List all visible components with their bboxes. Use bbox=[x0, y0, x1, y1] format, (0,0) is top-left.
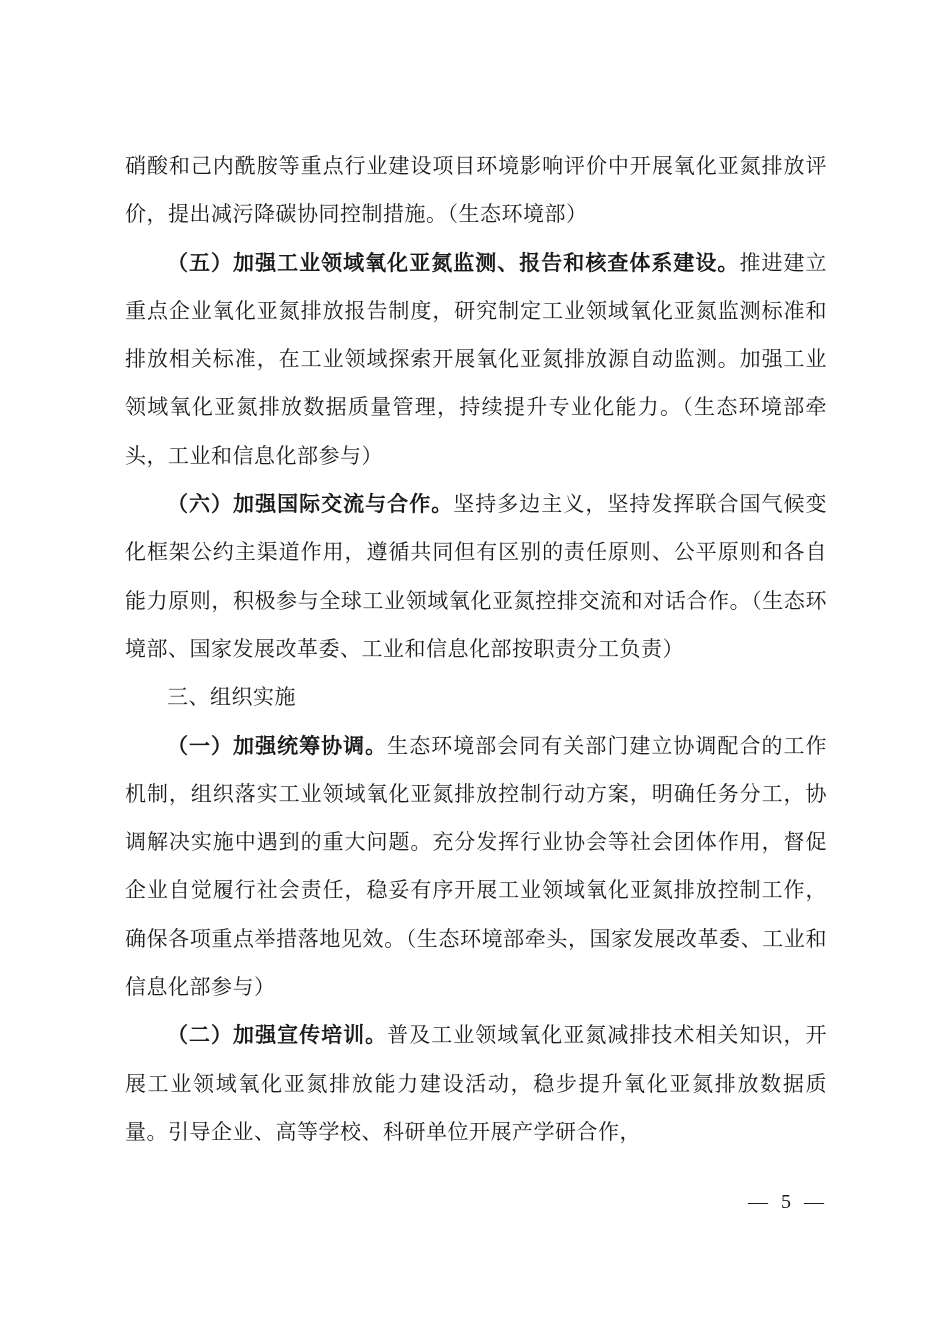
paragraph-heading: （六）加强国际交流与合作。 bbox=[167, 491, 454, 517]
paragraph-text: 普及工业领域氧化亚氮减排技术相关知识，开展工业领域氧化亚氮排放能力建设活动，稳步提升氧化亚氮排放数据质量。引导企业、高等学校、科研单位开展产学研合作， bbox=[125, 1023, 827, 1144]
paragraph-text: 推进建立重点企业氧化亚氮排放报告制度，研究制定工业领域氧化亚氮监测标准和排放相关标准，在工业领域探索开展氧化亚氮排放源自动监测。加强工业领域氧化亚氮排放数据质量管理，持续提升专业化能力。（生态环境部牵头，工业和信息化部参与） bbox=[125, 250, 828, 468]
section-heading bbox=[125, 673, 827, 721]
paragraph-6 bbox=[125, 480, 827, 673]
paragraph-3-1 bbox=[125, 722, 827, 1012]
paragraph-heading: （一）加强统筹协调。 bbox=[167, 732, 388, 758]
paragraph-5 bbox=[125, 239, 827, 480]
paragraph-text: 生态环境部会同有关部门建立协调配合的工作机制，组织落实工业领域氧化亚氮排放控制行动方案，明确任务分工，协调解决实施中遇到的重大问题。充分发挥行业协会等社会团体作用，督促企业自觉履行社会责任，稳妥有序开展工业领域氧化亚氮排放控制工作，确保各项重点举措落地见效。（生态环境部牵头，国家发展改革委、工业和信息化部参与） bbox=[125, 733, 827, 1000]
paragraph-continuation bbox=[125, 142, 827, 239]
page-number: — 5 — bbox=[748, 1191, 828, 1213]
paragraph-heading: （二）加强宣传培训。 bbox=[167, 1022, 388, 1048]
paragraph-text: 硝酸和己内酰胺等重点行业建设项目环境影响评价中开展氧化亚氮排放评价，提出减污降碳协同控制措施。（生态环境部） bbox=[125, 154, 827, 227]
paragraph-heading: （五）加强工业领域氧化亚氮监测、报告和核查体系建设。 bbox=[167, 249, 740, 275]
section-title: 三、组织实施 bbox=[167, 685, 296, 710]
document-body bbox=[125, 142, 827, 1156]
paragraph-3-2 bbox=[125, 1011, 827, 1156]
paragraph-text: 坚持多边主义，坚持发挥联合国气候变化框架公约主渠道作用，遵循共同但有区别的责任原则、公平原则和各自能力原则，积极参与全球工业领域氧化亚氮控排交流和对话合作。（生态环境部、国家发展改革委、工业和信息化部按职责分工负责） bbox=[125, 492, 828, 661]
